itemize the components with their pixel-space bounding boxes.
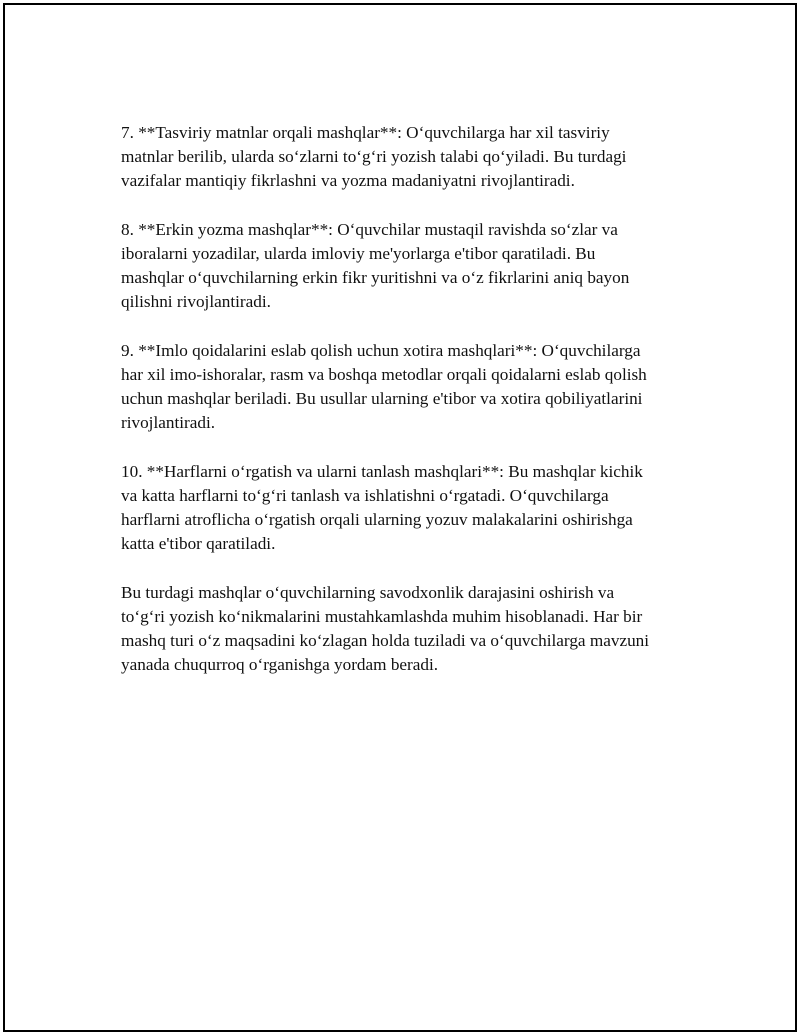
paragraph-conclusion: Bu turdagi mashqlar o‘quvchilarning savodxonlik darajasini oshirish va to‘g‘ri yozish ko‘nikmalarini mustahkamlashda muhim hisoblanadi. Har bir mashq turi o‘z maqsadini ko‘zlagan holda tuziladi va o‘quvchilarga mavzuni yanada chuqurroq o‘rganishga yordam beradi. [121, 582, 650, 675]
paragraph-item-8: 8. **Erkin yozma mashqlar**: O‘quvchilar mustaqil ravishda so‘zlar va iboralarni yozadilar, ularda imloviy me'yorlarga e'tibor qaratiladi. Bu mashqlar o‘quvchilarning erkin fikr yuritishni va o‘z fikrlarini aniq bayon qilishni rivojlantiradi. [121, 219, 630, 312]
paragraph-item-10: 10. **Harflarni o‘rgatish va ularni tanlash mashqlari**: Bu mashqlar kichik va katta harflarni to‘g‘ri tanlash va ishlatishni o‘rgatadi. O‘quvchilarga harflarni atroflicha o‘rgatish orqali ularning yozuv malakalarini oshirishga katta e'tibor qaratiladi. [121, 461, 643, 554]
paragraph-item-9: 9. **Imlo qoidalarini eslab qolish uchun xotira mashqlari**: O‘quvchilarga har xil imo-ishoralar, rasm va boshqa metodlar orqali qoidalarni eslab qolish uchun mashqlar beriladi. Bu usullar ularning e'tibor va xotira qobiliyatlarini rivojlantiradi. [121, 340, 647, 433]
paragraph-item-7: 7. **Tasviriy matnlar orqali mashqlar**: O‘quvchilarga har xil tasviriy matnlar berilib, ularda so‘zlarni to‘g‘ri yozish talabi qo‘yiladi. Bu turdagi vazifalar mantiqiy fikrlashni va yozma madaniyatni rivojlantiradi. [121, 123, 627, 191]
page-frame [3, 3, 797, 1032]
document-body [121, 121, 701, 702]
